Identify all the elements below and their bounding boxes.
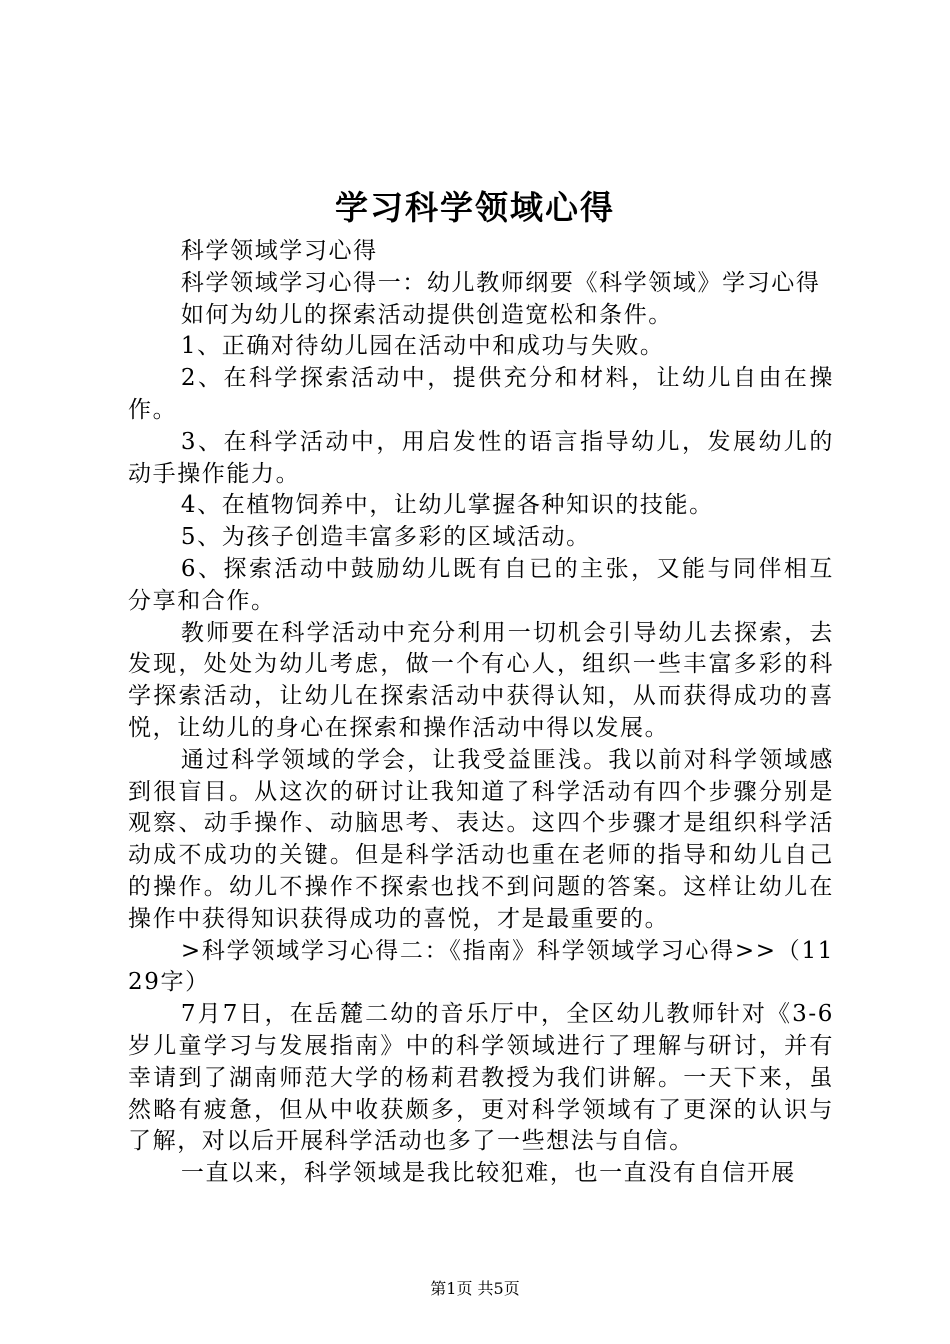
- paragraph: 6、探索活动中鼓励幼儿既有自已的主张，又能与同伴相互分享和合作。: [128, 555, 834, 614]
- paragraph: 5、为孩子创造丰富多彩的区域活动。: [180, 524, 591, 551]
- document-body: [128, 236, 834, 1190]
- paragraph: 科学领域学习心得: [180, 238, 378, 264]
- paragraph: 3、在科学活动中，用启发性的语言指导幼儿，发展幼儿的动手操作能力。: [128, 428, 834, 487]
- paragraph: 如何为幼儿的探索活动提供创造宽松和条件。: [180, 301, 673, 328]
- paragraph: 7月7日，在岳麓二幼的音乐厅中，全区幼儿教师针对《3-6岁儿童学习与发展指南》中的科学领域进行了理解与研讨，并有幸请到了湖南师范大学的杨莉君教授为我们讲解。一天下来，虽然略有疲惫，但从中收获颇多，更对科学领域有了更深的认识与了解，对以后开展科学活动也多了一些想法与自信。: [128, 1001, 834, 1155]
- paragraph: 2、在科学探索活动中，提供充分和材料，让幼儿自由在操作。: [128, 365, 834, 423]
- paragraph: 1、正确对待幼儿园在活动中和成功与失败。: [180, 333, 665, 360]
- paragraph: 一直以来，科学领域是我比较犯难，也一直没有自信开展: [180, 1160, 796, 1187]
- page-number: 第1页 共5页: [430, 1279, 520, 1298]
- paragraph: 通过科学领域的学会，让我受益匪浅。我以前对科学领域感到很盲目。从这次的研讨让我知道了科学活动有四个步骤分别是观察、动手操作、动脑思考、表达。这四个步骤才是组织科学活动成不成功的关键。但是科学活动也重在老师的指导和幼儿自己的操作。幼儿不操作不探索也找不到问题的答案。这样让幼儿在操作中获得知识获得成功的喜悦，才是最重要的。: [128, 746, 834, 932]
- paragraph: 教师要在科学活动中充分利用一切机会引导幼儿去探索，去发现，处处为幼儿考虑，做一个有心人，组织一些丰富多彩的科学探索活动，让幼儿在探索活动中获得认知，从而获得成功的喜悦，让幼儿的身心在探索和操作活动中得以发展。: [128, 619, 834, 741]
- paragraph: 4、在植物饲养中，让幼儿掌握各种知识的技能。: [180, 492, 714, 519]
- document-title: 学习科学领域心得: [335, 188, 615, 227]
- paragraph: 科学领域学习心得一：幼儿教师纲要《科学领域》学习心得: [180, 269, 821, 296]
- paragraph: >科学领域学习心得二：《指南》科学领域学习心得>>（1129字）: [128, 937, 834, 996]
